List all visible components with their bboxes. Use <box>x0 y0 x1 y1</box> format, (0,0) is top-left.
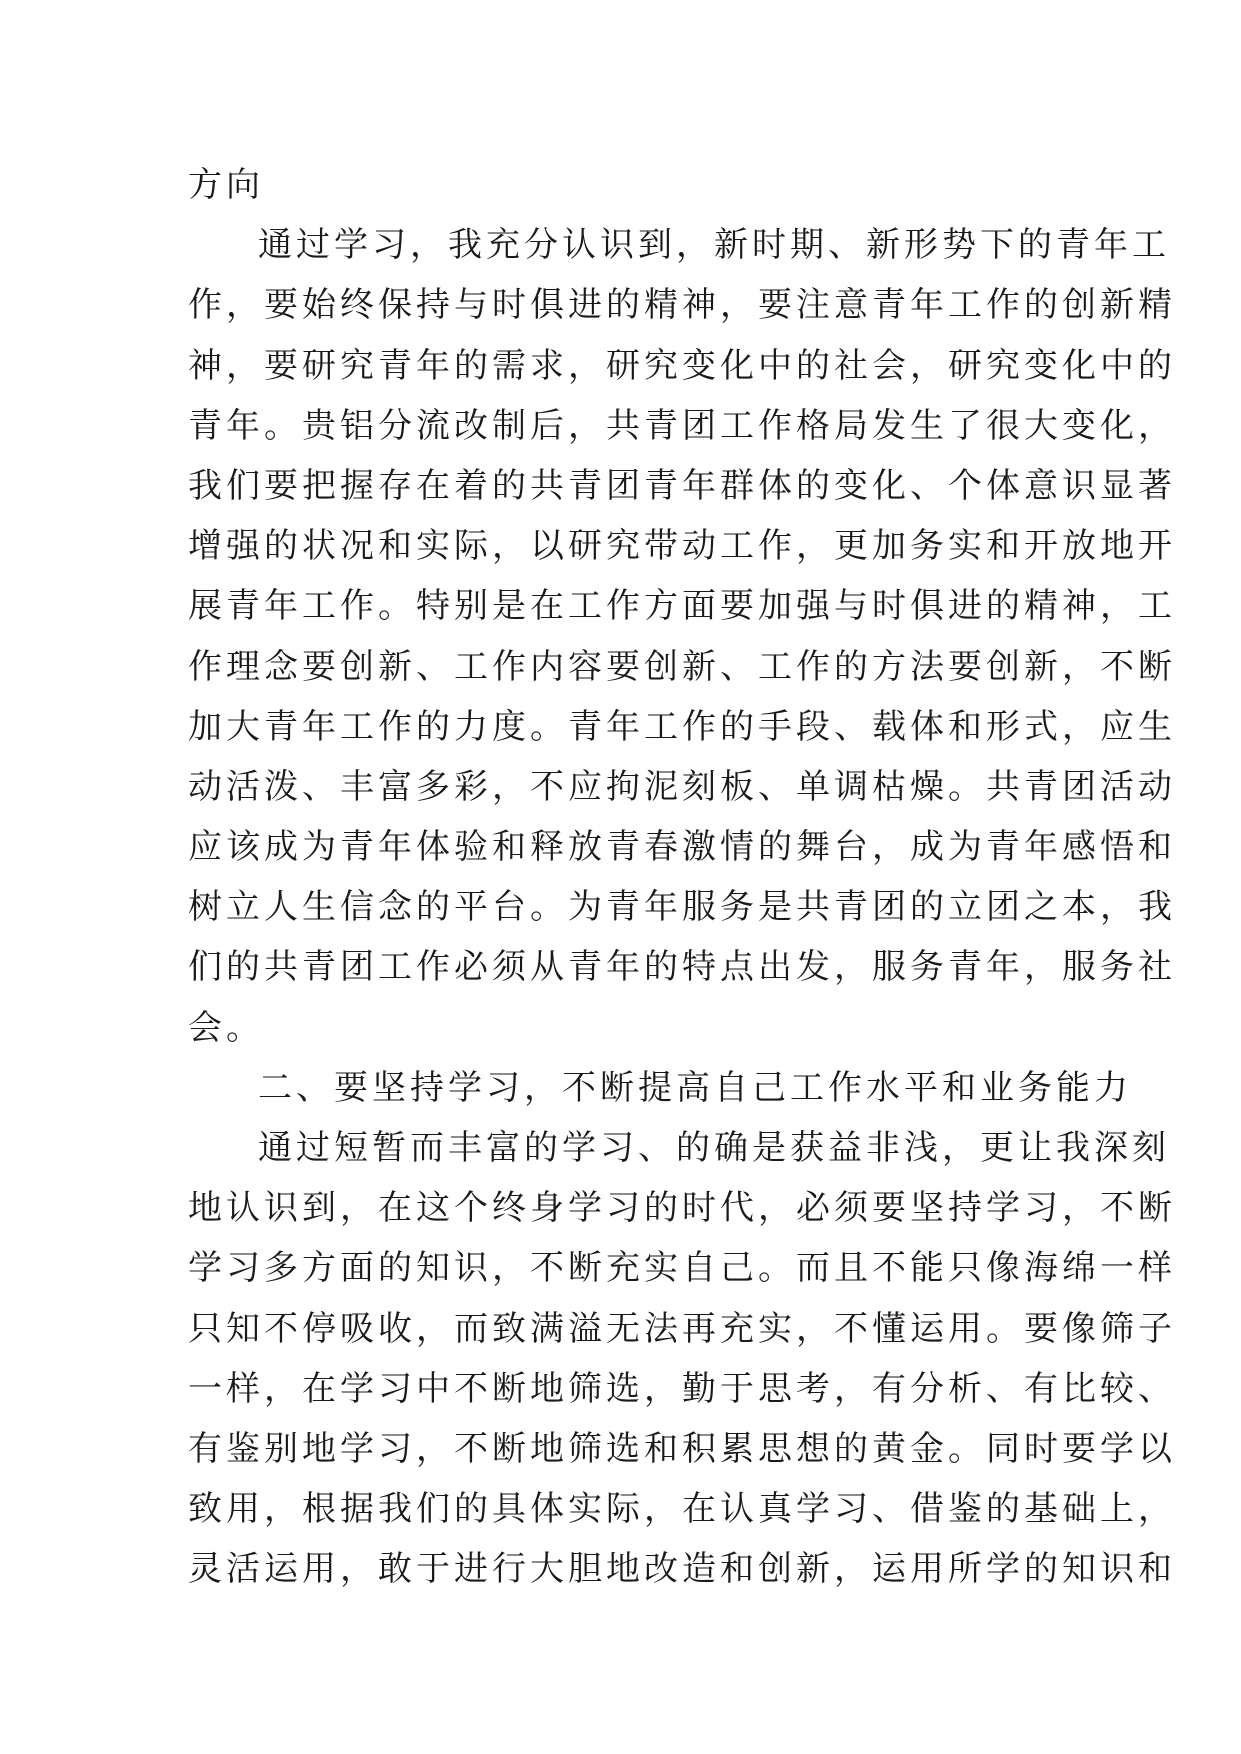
paragraph-first-line: 通过短暂而丰富的学习、的确是获益非浅，更让我深刻 <box>258 1128 1170 1168</box>
text-line: 作理念要创新、工作内容要创新、工作的方法要创新，不断 <box>188 646 1176 687</box>
text-line: 学习多方面的知识，不断充实自己。而且不能只像海绵一样 <box>188 1248 1176 1289</box>
text-line: 青年。贵铝分流改制后，共青团工作格局发生了很大变化， <box>188 405 1176 446</box>
text-line: 方向 <box>188 165 264 205</box>
text-line: 加大青年工作的力度。青年工作的手段、载体和形式，应生 <box>188 706 1176 747</box>
text-line: 神，要研究青年的需求，研究变化中的社会，研究变化中的 <box>188 345 1176 386</box>
text-line: 致用，根据我们的具体实际，在认真学习、借鉴的基础上， <box>188 1489 1176 1530</box>
text-line: 灵活运用，敢于进行大胆地改造和创新，运用所学的知识和 <box>188 1549 1176 1590</box>
text-line: 展青年工作。特别是在工作方面要加强与时俱进的精神，工 <box>188 586 1176 627</box>
text-line: 作，要始终保持与时俱进的精神，要注意青年工作的创新精 <box>188 285 1176 326</box>
text-line: 有鉴别地学习，不断地筛选和积累思想的黄金。同时要学以 <box>188 1428 1176 1469</box>
text-line: 会。 <box>188 1007 264 1048</box>
text-line: 树立人生信念的平台。为青年服务是共青团的立团之本，我 <box>188 887 1176 928</box>
text-line: 我们要把握存在着的共青团青年群体的变化、个体意识显著 <box>188 465 1176 506</box>
body-text <box>188 155 1176 1600</box>
section-heading: 二、要坚持学习，不断提高自己工作水平和业务能力 <box>258 1067 1132 1108</box>
text-line: 应该成为青年体验和释放青春激情的舞台，成为青年感悟和 <box>188 827 1176 868</box>
paragraph-first-line: 通过学习，我充分认识到，新时期、新形势下的青年工 <box>258 225 1170 266</box>
text-line: 们的共青团工作必须从青年的特点出发，服务青年，服务社 <box>188 947 1176 988</box>
text-line: 一样，在学习中不断地筛选，勤于思考，有分析、有比较、 <box>188 1368 1176 1409</box>
text-line: 动活泼、丰富多彩，不应拘泥刻板、单调枯燥。共青团活动 <box>188 766 1176 807</box>
text-line: 地认识到，在这个终身学习的时代，必须要坚持学习，不断 <box>188 1188 1176 1229</box>
text-line: 只知不停吸收，而致满溢无法再充实，不懂运用。要像筛子 <box>188 1308 1176 1349</box>
text-line: 增强的状况和实际，以研究带动工作，更加务实和开放地开 <box>188 526 1176 567</box>
